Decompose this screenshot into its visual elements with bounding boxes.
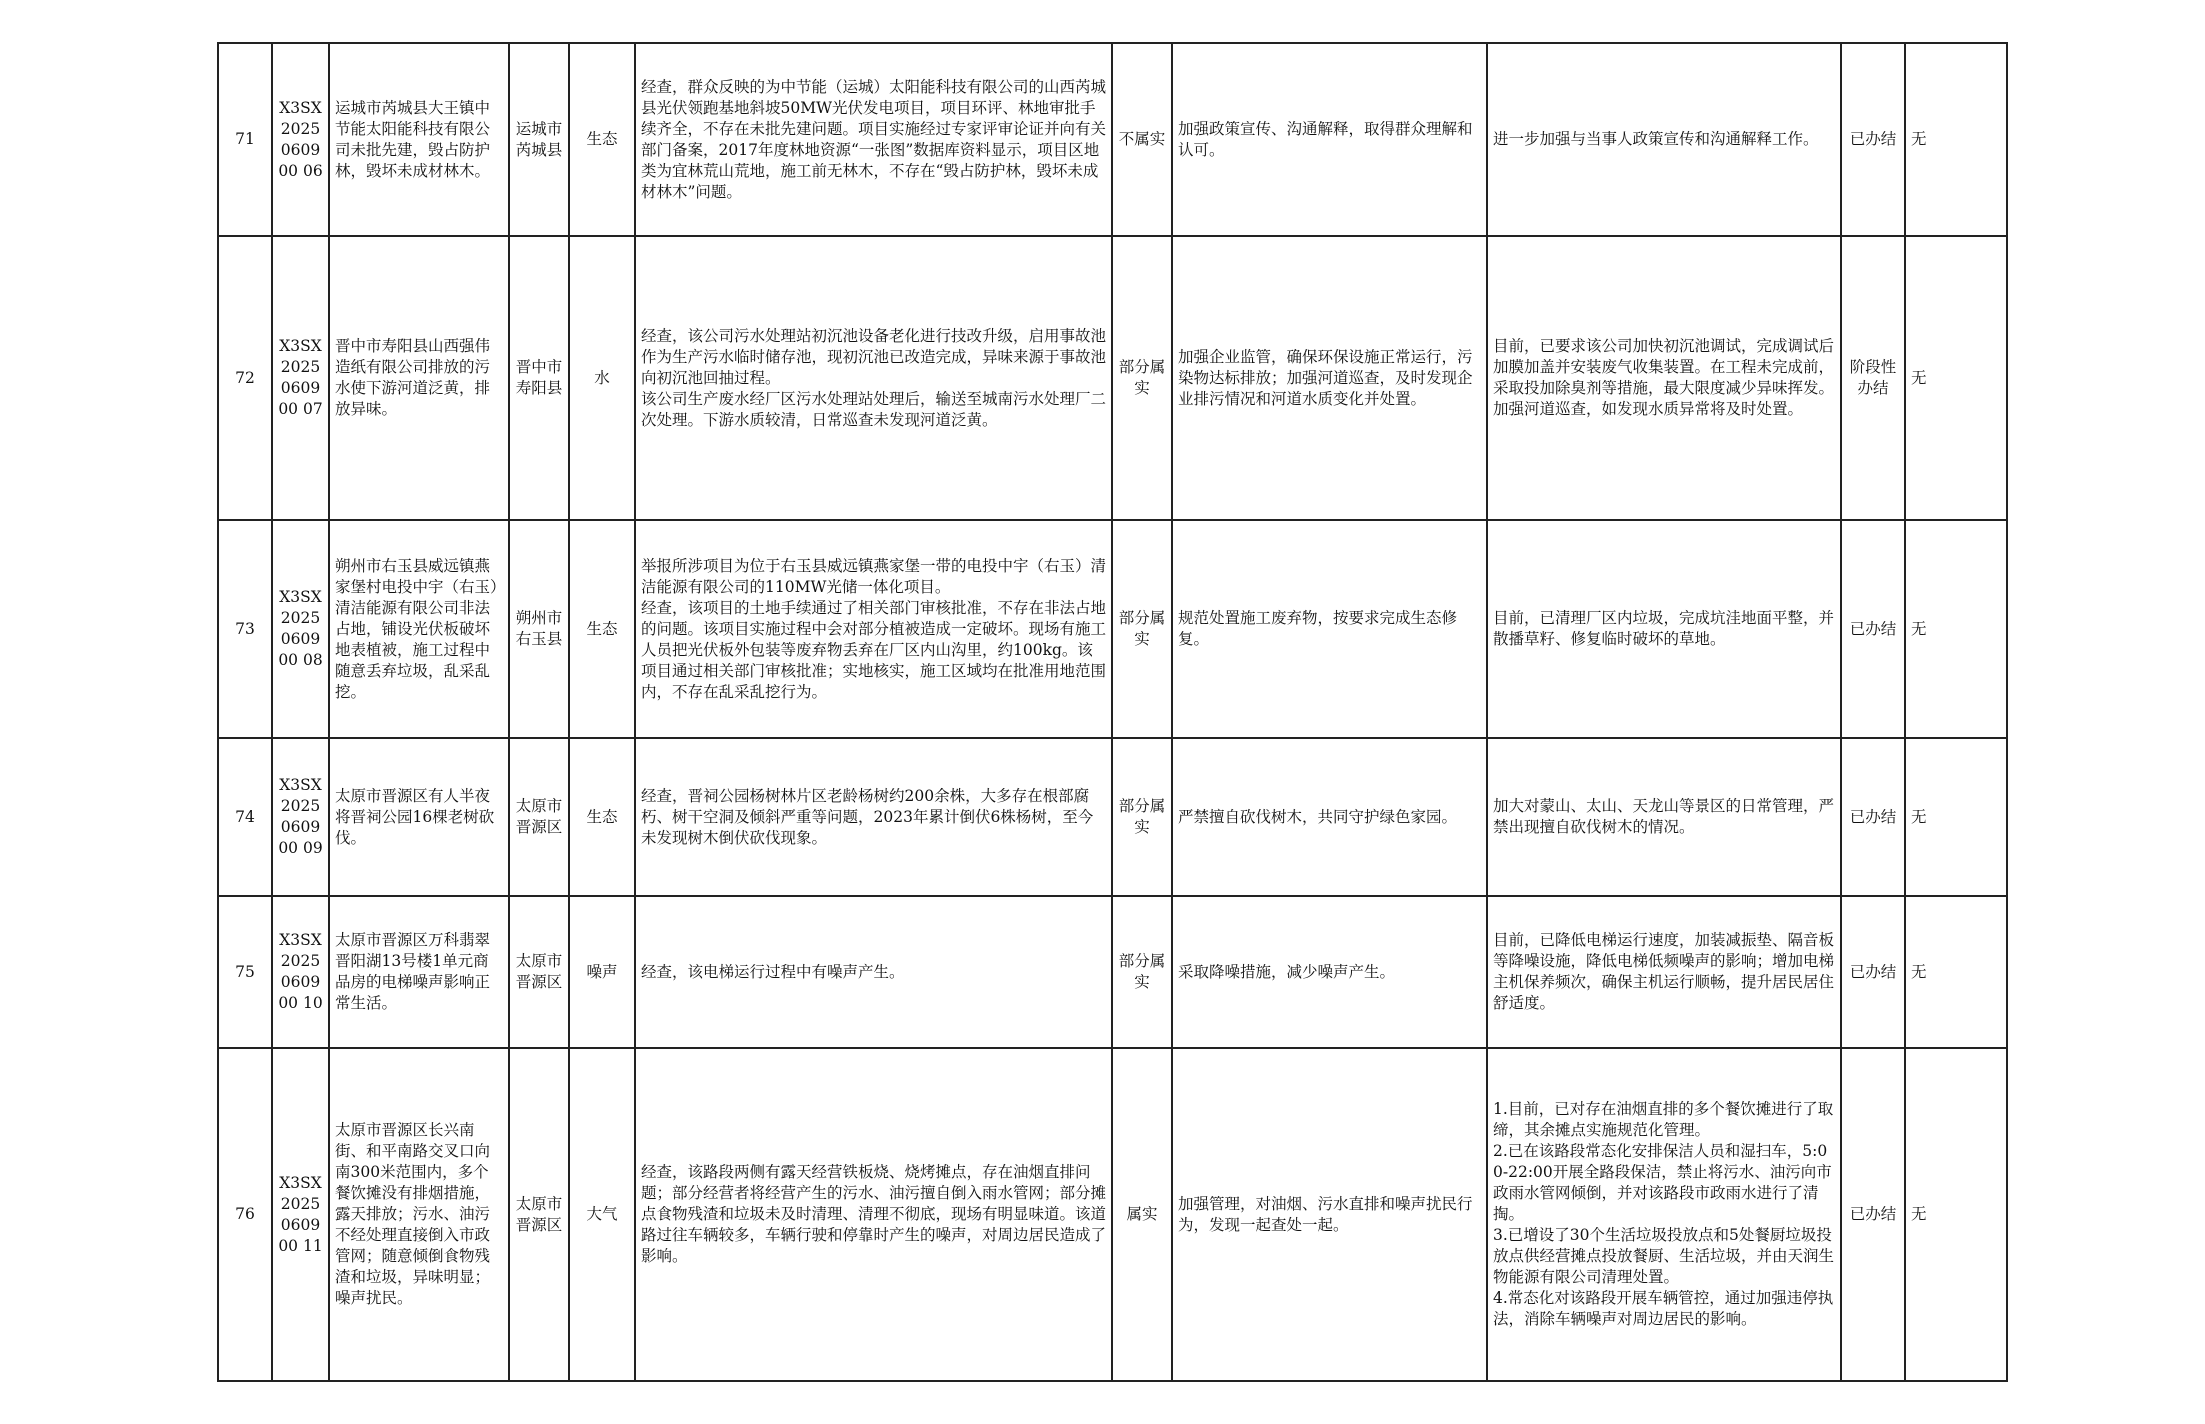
measures-cell: 加强管理，对油烟、污水直排和噪声扰民行为，发现一起查处一起。	[1172, 1048, 1487, 1381]
progress-cell: 目前，已降低电梯运行速度，加装减振垫、隔音板等降噪设施，降低电梯低频噪声的影响；增加电梯主机保养频次，确保主机运行顺畅，提升居民居住舒适度。	[1487, 896, 1841, 1048]
region-cell: 太原市晋源区	[509, 1048, 569, 1381]
table-row	[218, 896, 2007, 1048]
status-cell: 阶段性办结	[1841, 236, 1905, 520]
accountability-cell: 无	[1905, 520, 2007, 738]
finding-cell: 经查，该公司污水处理站初沉池设备老化进行技改升级，启用事故池作为生产污水临时储存池，现初沉池已改造完成，异味来源于事故池向初沉池回抽过程。 该公司生产废水经厂区污水处理站处理后，输送至城南污水处理厂二次处理。下游水质较清，日常巡查未发现河道泛黄。	[635, 236, 1112, 520]
region-cell: 朔州市右玉县	[509, 520, 569, 738]
verdict-cell: 部分属实	[1112, 896, 1172, 1048]
region-cell: 太原市晋源区	[509, 738, 569, 896]
case-code: X3SX2025060900 06	[272, 43, 329, 236]
finding-cell: 经查，该路段两侧有露天经营铁板烧、烧烤摊点，存在油烟直排问题；部分经营者将经营产生的污水、油污擅自倒入雨水管网；部分摊点食物残渣和垃圾未及时清理、清理不彻底，现场有明显味道。该道路过往车辆较多，车辆行驶和停靠时产生的噪声，对周边居民造成了影响。	[635, 1048, 1112, 1381]
verdict-cell: 属实	[1112, 1048, 1172, 1381]
type-cell: 生态	[569, 738, 635, 896]
accountability-cell: 无	[1905, 1048, 2007, 1381]
type-cell: 生态	[569, 43, 635, 236]
accountability-cell: 无	[1905, 236, 2007, 520]
status-cell: 已办结	[1841, 738, 1905, 896]
row-number: 76	[218, 1048, 272, 1381]
accountability-cell: 无	[1905, 738, 2007, 896]
region-cell: 太原市晋源区	[509, 896, 569, 1048]
accountability-cell: 无	[1905, 43, 2007, 236]
type-cell: 噪声	[569, 896, 635, 1048]
verdict-cell: 不属实	[1112, 43, 1172, 236]
type-cell: 水	[569, 236, 635, 520]
case-code: X3SX2025060900 07	[272, 236, 329, 520]
progress-cell: 目前，已要求该公司加快初沉池调试，完成调试后加膜加盖并安装废气收集装置。在工程未完成前，采取投加除臭剂等措施，最大限度减少异味挥发。加强河道巡查，如发现水质异常将及时处置。	[1487, 236, 1841, 520]
issue-cell: 太原市晋源区有人半夜将晋祠公园16棵老树砍伐。	[329, 738, 509, 896]
measures-cell: 采取降噪措施，减少噪声产生。	[1172, 896, 1487, 1048]
issue-cell: 运城市芮城县大王镇中节能太阳能科技有限公司未批先建，毁占防护林，毁坏未成材林木。	[329, 43, 509, 236]
type-cell: 生态	[569, 520, 635, 738]
region-cell: 晋中市寿阳县	[509, 236, 569, 520]
case-code: X3SX2025060900 09	[272, 738, 329, 896]
measures-cell: 严禁擅自砍伐树木，共同守护绿色家园。	[1172, 738, 1487, 896]
status-cell: 已办结	[1841, 43, 1905, 236]
row-number: 74	[218, 738, 272, 896]
progress-cell: 进一步加强与当事人政策宣传和沟通解释工作。	[1487, 43, 1841, 236]
case-code: X3SX2025060900 10	[272, 896, 329, 1048]
table-row	[218, 738, 2007, 896]
measures-cell: 加强企业监管，确保环保设施正常运行，污染物达标排放；加强河道巡查，及时发现企业排污情况和河道水质变化并处置。	[1172, 236, 1487, 520]
table-row	[218, 43, 2007, 236]
progress-cell: 加大对蒙山、太山、天龙山等景区的日常管理，严禁出现擅自砍伐树木的情况。	[1487, 738, 1841, 896]
measures-cell: 规范处置施工废弃物，按要求完成生态修复。	[1172, 520, 1487, 738]
finding-cell: 经查，群众反映的为中节能（运城）太阳能科技有限公司的山西芮城县光伏领跑基地斜坡50MW光伏发电项目，项目环评、林地审批手续齐全，不存在未批先建问题。项目实施经过专家评审论证并向有关部门备案，2017年度林地资源“一张图”数据库资料显示，项目区地类为宜林荒山荒地，施工前无林木，不存在“毁占防护林，毁坏未成材林木”问题。	[635, 43, 1112, 236]
table-row	[218, 1048, 2007, 1381]
type-cell: 大气	[569, 1048, 635, 1381]
finding-cell: 经查，该电梯运行过程中有噪声产生。	[635, 896, 1112, 1048]
status-cell: 已办结	[1841, 520, 1905, 738]
row-number: 73	[218, 520, 272, 738]
issue-cell: 太原市晋源区万科翡翠晋阳湖13号楼1单元商品房的电梯噪声影响正常生活。	[329, 896, 509, 1048]
issue-cell: 朔州市右玉县威远镇燕家堡村电投中宇（右玉）清洁能源有限公司非法占地，铺设光伏板破坏地表植被，施工过程中随意丢弃垃圾，乱采乱挖。	[329, 520, 509, 738]
finding-cell: 举报所涉项目为位于右玉县威远镇燕家堡一带的电投中宇（右玉）清洁能源有限公司的110MW光储一体化项目。 经查，该项目的土地手续通过了相关部门审核批准，不存在非法占地的问题。该项目实施过程中会对部分植被造成一定破坏。现场有施工人员把光伏板外包装等废弃物丢弃在厂区内山沟里，约100kg。该项目通过相关部门审核批准；实地核实，施工区域均在批准用地范围内，不存在乱采乱挖行为。	[635, 520, 1112, 738]
status-cell: 已办结	[1841, 1048, 1905, 1381]
accountability-cell: 无	[1905, 896, 2007, 1048]
case-code: X3SX2025060900 08	[272, 520, 329, 738]
status-cell: 已办结	[1841, 896, 1905, 1048]
verdict-cell: 部分属实	[1112, 738, 1172, 896]
issue-cell: 太原市晋源区长兴南街、和平南路交叉口向南300米范围内，多个餐饮摊没有排烟措施，露天排放；污水、油污不经处理直接倒入市政管网；随意倾倒食物残渣和垃圾，异味明显；噪声扰民。	[329, 1048, 509, 1381]
table-row	[218, 520, 2007, 738]
complaints-table	[217, 42, 2008, 1382]
row-number: 75	[218, 896, 272, 1048]
issue-cell: 晋中市寿阳县山西强伟造纸有限公司排放的污水使下游河道泛黄，排放异味。	[329, 236, 509, 520]
progress-cell: 1.目前，已对存在油烟直排的多个餐饮摊进行了取缔，其余摊点实施规范化管理。 2.已在该路段常态化安排保洁人员和湿扫车，5:00-22:00开展全路段保洁，禁止将污水、油污向市政雨水管网倾倒，并对该路段市政雨水进行了清掏。 3.已增设了30个生活垃圾投放点和5处餐厨垃圾投放点供经营摊点投放餐厨、生活垃圾，并由天润生物能源有限公司清理处置。 4.常态化对该路段开展车辆管控，通过加强违停执法，消除车辆噪声对周边居民的影响。	[1487, 1048, 1841, 1381]
region-cell: 运城市芮城县	[509, 43, 569, 236]
case-code: X3SX2025060900 11	[272, 1048, 329, 1381]
verdict-cell: 部分属实	[1112, 520, 1172, 738]
verdict-cell: 部分属实	[1112, 236, 1172, 520]
finding-cell: 经查，晋祠公园杨树林片区老龄杨树约200余株，大多存在根部腐朽、树干空洞及倾斜严重等问题，2023年累计倒伏6株杨树，至今未发现树木倒伏砍伐现象。	[635, 738, 1112, 896]
table-row	[218, 236, 2007, 520]
progress-cell: 目前，已清理厂区内垃圾，完成坑洼地面平整，并散播草籽、修复临时破坏的草地。	[1487, 520, 1841, 738]
row-number: 72	[218, 236, 272, 520]
measures-cell: 加强政策宣传、沟通解释，取得群众理解和认可。	[1172, 43, 1487, 236]
row-number: 71	[218, 43, 272, 236]
